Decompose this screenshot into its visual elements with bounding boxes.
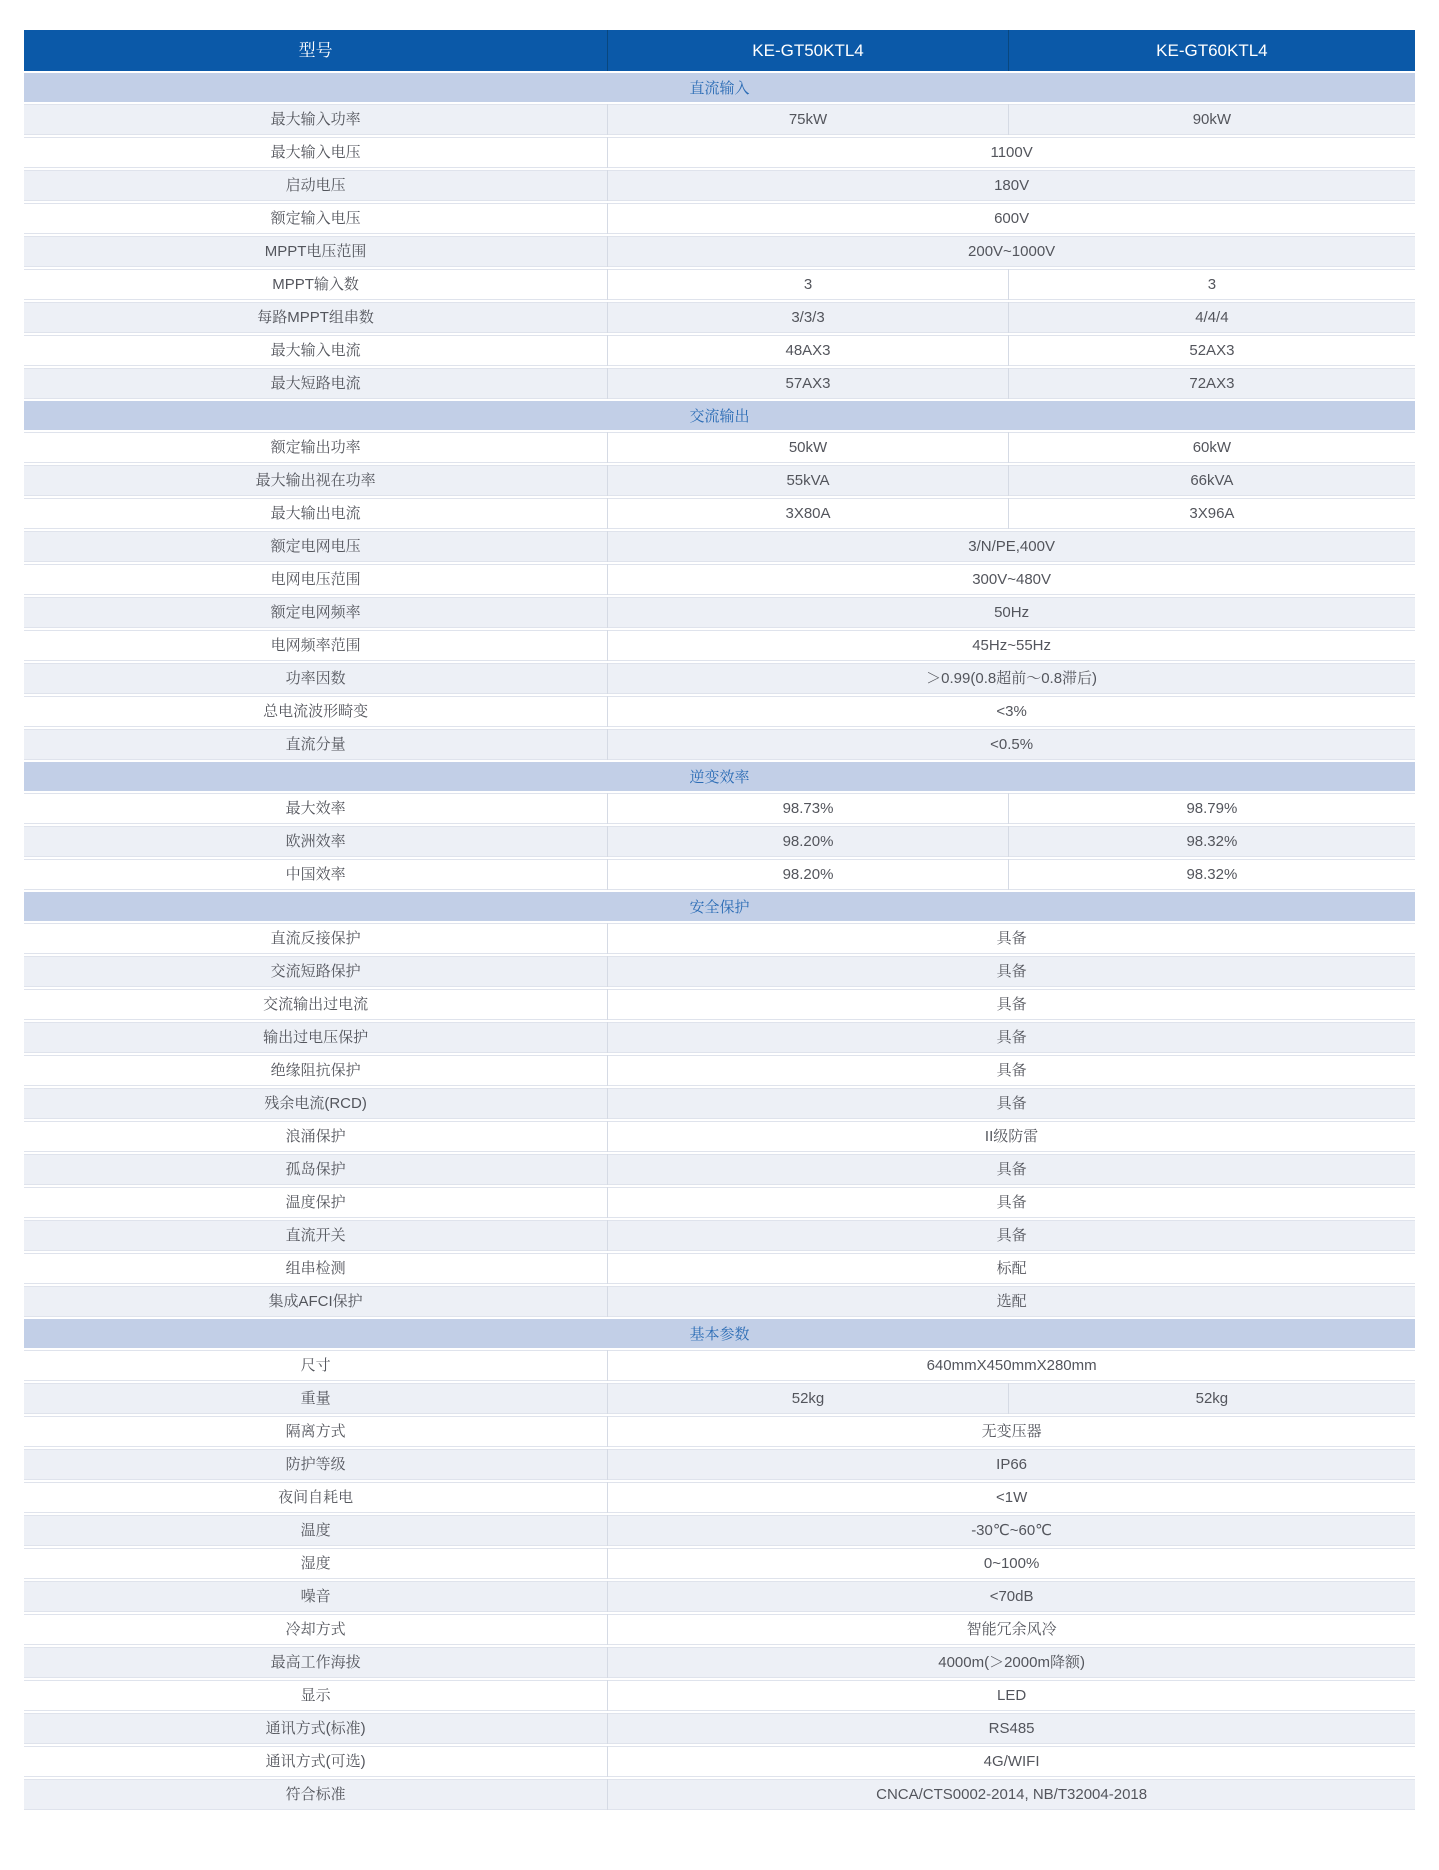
spec-row (24, 793, 1415, 824)
spec-row (24, 1055, 1415, 1086)
spec-value-model-1: 98.73% (608, 793, 1009, 824)
spec-label: 尺寸 (24, 1350, 608, 1381)
spec-label: 最大输入功率 (24, 104, 608, 135)
spec-label: 中国效率 (24, 859, 608, 890)
spec-value-merged: 300V~480V (972, 571, 1052, 588)
spec-value-merged: <3% (996, 703, 1027, 720)
spec-value-merged: LED (997, 1687, 1027, 1704)
table-body (24, 73, 1415, 1810)
section-header-2 (24, 401, 1415, 430)
spec-value-model-1: 98.20% (608, 859, 1009, 890)
spec-value-model-1: 3/3/3 (608, 302, 1009, 333)
spec-value-merged: 600V (994, 210, 1030, 227)
spec-label: 每路MPPT组串数 (24, 302, 608, 333)
spec-value-merged: 3/N/PE,400V (968, 538, 1055, 555)
spec-row (24, 302, 1415, 333)
spec-label: 功率因数 (24, 663, 608, 694)
spec-row (24, 1581, 1415, 1612)
spec-value-model-2: 98.32% (1186, 833, 1238, 850)
spec-value-merged: 无变压器 (981, 1423, 1042, 1440)
spec-value-merged: 45Hz~55Hz (972, 637, 1051, 654)
spec-value-model-1: 98.20% (608, 826, 1009, 857)
spec-row (24, 1779, 1415, 1810)
spec-row (24, 1088, 1415, 1119)
spec-label: 通讯方式(可选) (24, 1746, 608, 1777)
spec-label: 绝缘阻抗保护 (24, 1055, 608, 1086)
spec-value-merged: 标配 (996, 1260, 1027, 1277)
spec-value-merged: 具备 (996, 1227, 1027, 1244)
spec-row (24, 564, 1415, 595)
spec-label: MPPT电压范围 (24, 236, 608, 267)
spec-label: 冷却方式 (24, 1614, 608, 1645)
spec-row (24, 1121, 1415, 1152)
spec-value-model-1: 48AX3 (608, 335, 1009, 366)
spec-row (24, 1614, 1415, 1645)
spec-value-merged: <1W (995, 1489, 1028, 1506)
spec-row (24, 368, 1415, 399)
spec-value-model-2: 3X96A (1189, 505, 1235, 522)
spec-row (24, 498, 1415, 529)
spec-value-model-2: 52kg (1195, 1390, 1229, 1407)
spec-row (24, 1022, 1415, 1053)
spec-label: 湿度 (24, 1548, 608, 1579)
spec-value-model-2: 72AX3 (1189, 375, 1235, 392)
spec-row (24, 1746, 1415, 1777)
spec-value-merged: RS485 (988, 1720, 1035, 1737)
spec-row (24, 1647, 1415, 1678)
spec-label: 集成AFCI保护 (24, 1286, 608, 1317)
spec-label: 额定输入电压 (24, 203, 608, 234)
spec-value-merged: 50Hz (994, 604, 1030, 621)
spec-value-model-2: 66kVA (1190, 472, 1234, 489)
spec-value-merged: 具备 (996, 963, 1027, 980)
spec-value-merged: 具备 (996, 1029, 1027, 1046)
section-header-4 (24, 892, 1415, 921)
spec-value-merged: <70dB (989, 1588, 1034, 1605)
spec-value-merged: II级防雷 (984, 1128, 1039, 1145)
spec-row (24, 335, 1415, 366)
spec-label: 防护等级 (24, 1449, 608, 1480)
spec-value-merged: -30℃~60℃ (971, 1522, 1053, 1539)
spec-label: 交流输出过电流 (24, 989, 608, 1020)
spec-label: 温度保护 (24, 1187, 608, 1218)
spec-value-model-2: 52AX3 (1189, 342, 1235, 359)
spec-row (24, 989, 1415, 1020)
spec-label: 浪涌保护 (24, 1121, 608, 1152)
spec-label: 总电流波形畸变 (24, 696, 608, 727)
spec-value-merged: 640mmX450mmX280mm (926, 1357, 1097, 1374)
spec-row (24, 432, 1415, 463)
spec-row (24, 269, 1415, 300)
spec-row (24, 923, 1415, 954)
spec-value-merged: <0.5% (990, 736, 1034, 753)
spec-row (24, 1713, 1415, 1744)
spec-row (24, 597, 1415, 628)
spec-row (24, 104, 1415, 135)
spec-label: 夜间自耗电 (24, 1482, 608, 1513)
spec-table (24, 30, 1415, 1810)
spec-row (24, 1253, 1415, 1284)
spec-row (24, 1187, 1415, 1218)
section-header-1 (24, 73, 1415, 102)
spec-row (24, 1416, 1415, 1447)
spec-label: 隔离方式 (24, 1416, 608, 1447)
section-header-3 (24, 762, 1415, 791)
spec-label: 组串检测 (24, 1253, 608, 1284)
section-header-5 (24, 1319, 1415, 1348)
spec-row (24, 729, 1415, 760)
spec-row (24, 465, 1415, 496)
spec-label: 显示 (24, 1680, 608, 1711)
spec-row (24, 236, 1415, 267)
spec-value-merged: CNCA/CTS0002-2014, NB/T32004-2018 (876, 1786, 1148, 1803)
spec-value-merged: IP66 (996, 1456, 1028, 1473)
spec-row (24, 826, 1415, 857)
spec-value-model-1: 3X80A (608, 498, 1009, 529)
header-model-1: KE-GT50KTL4 (608, 30, 1009, 71)
spec-value-merged: 具备 (996, 1095, 1027, 1112)
spec-row (24, 531, 1415, 562)
spec-label: 额定电网频率 (24, 597, 608, 628)
spec-value-merged: 180V (994, 177, 1030, 194)
spec-value-merged: 200V~1000V (968, 243, 1056, 260)
spec-row (24, 1383, 1415, 1414)
spec-value-model-1: 52kg (608, 1383, 1009, 1414)
header-model-2: KE-GT60KTL4 (1156, 41, 1268, 60)
section-title: 交流输出 (689, 408, 750, 425)
spec-value-merged: 具备 (996, 1062, 1027, 1079)
table-header-row (24, 30, 1415, 71)
section-title: 基本参数 (689, 1326, 750, 1343)
spec-label: 启动电压 (24, 170, 608, 201)
spec-label: 残余电流(RCD) (24, 1088, 608, 1119)
spec-value-model-2: 3 (1207, 276, 1217, 293)
spec-value-model-1: 57AX3 (608, 368, 1009, 399)
spec-value-model-2: 4/4/4 (1195, 309, 1229, 326)
spec-label: 最大输出电流 (24, 498, 608, 529)
spec-row (24, 630, 1415, 661)
spec-value-model-2: 98.79% (1186, 800, 1238, 817)
spec-row (24, 696, 1415, 727)
spec-value-merged: 0~100% (983, 1555, 1040, 1572)
spec-label: 通讯方式(标准) (24, 1713, 608, 1744)
spec-label: 噪音 (24, 1581, 608, 1612)
spec-value-model-2: 98.32% (1186, 866, 1238, 883)
spec-row (24, 1286, 1415, 1317)
spec-label: 交流短路保护 (24, 956, 608, 987)
spec-row (24, 1482, 1415, 1513)
spec-row (24, 170, 1415, 201)
spec-row (24, 1220, 1415, 1251)
spec-value-model-1: 50kW (608, 432, 1009, 463)
spec-value-model-1: 75kW (608, 104, 1009, 135)
spec-value-model-2: 90kW (1192, 111, 1232, 128)
spec-value-merged: 具备 (996, 1161, 1027, 1178)
spec-row (24, 1154, 1415, 1185)
spec-value-merged: 4000m(＞2000m降额) (938, 1654, 1085, 1671)
spec-value-merged: 具备 (996, 1194, 1027, 1211)
spec-value-merged: 4G/WIFI (983, 1753, 1040, 1770)
spec-label: 电网频率范围 (24, 630, 608, 661)
spec-row (24, 1449, 1415, 1480)
spec-row (24, 1350, 1415, 1381)
spec-label: 重量 (24, 1383, 608, 1414)
header-model-label: 型号 (24, 30, 608, 71)
spec-label: 最高工作海拔 (24, 1647, 608, 1678)
spec-row (24, 859, 1415, 890)
spec-label: 欧洲效率 (24, 826, 608, 857)
spec-row (24, 1515, 1415, 1546)
spec-label: 最大输入电流 (24, 335, 608, 366)
spec-row (24, 663, 1415, 694)
section-title: 逆变效率 (689, 769, 750, 786)
spec-row (24, 137, 1415, 168)
spec-label: 符合标准 (24, 1779, 608, 1810)
spec-row (24, 203, 1415, 234)
spec-value-model-2: 60kW (1192, 439, 1232, 456)
section-title: 直流输入 (689, 80, 750, 97)
spec-label: 最大输出视在功率 (24, 465, 608, 496)
spec-value-merged: 具备 (996, 930, 1027, 947)
spec-value-merged: 具备 (996, 996, 1027, 1013)
spec-label: 最大输入电压 (24, 137, 608, 168)
section-title: 安全保护 (689, 899, 750, 916)
spec-label: 直流分量 (24, 729, 608, 760)
spec-label: 孤岛保护 (24, 1154, 608, 1185)
spec-label: 温度 (24, 1515, 608, 1546)
spec-label: 额定电网电压 (24, 531, 608, 562)
spec-row (24, 1680, 1415, 1711)
spec-label: 输出过电压保护 (24, 1022, 608, 1053)
spec-value-model-1: 55kVA (608, 465, 1009, 496)
spec-row (24, 1548, 1415, 1579)
spec-label: MPPT输入数 (24, 269, 608, 300)
spec-label: 最大效率 (24, 793, 608, 824)
spec-value-merged: 1100V (990, 144, 1033, 161)
spec-label: 最大短路电流 (24, 368, 608, 399)
spec-value-model-1: 3 (608, 269, 1009, 300)
spec-row (24, 956, 1415, 987)
spec-value-merged: 智能冗余风冷 (966, 1621, 1057, 1638)
spec-label: 直流反接保护 (24, 923, 608, 954)
spec-label: 额定输出功率 (24, 432, 608, 463)
spec-value-merged: 选配 (996, 1293, 1027, 1310)
spec-label: 直流开关 (24, 1220, 608, 1251)
spec-label: 电网电压范围 (24, 564, 608, 595)
spec-value-merged: ＞0.99(0.8超前～0.8滞后) (926, 670, 1098, 687)
